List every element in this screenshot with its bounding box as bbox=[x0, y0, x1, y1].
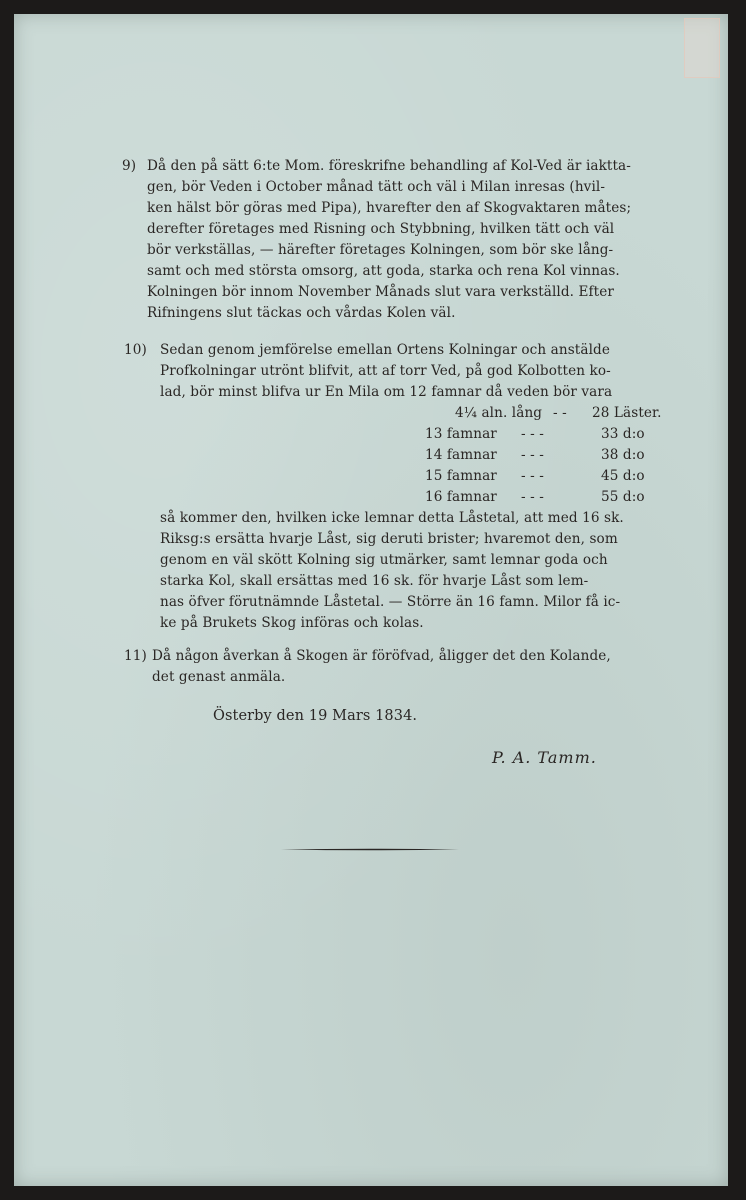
text-line: nas öfver förutnämnde Låstetal. — Större än 16 famn. Milor få ic- bbox=[160, 594, 621, 610]
text-line: Riksg:s ersätta hvarje Låst, sig deruti brister; hvaremot den, som bbox=[160, 531, 618, 547]
text-line: Då någon åverkan å Skogen är föröfvad, åligger det den Kolande, bbox=[152, 648, 611, 664]
table-cell-dash: - - bbox=[553, 405, 567, 421]
table-cell-dash: - - - bbox=[521, 468, 544, 484]
archive-corner-mark bbox=[684, 18, 720, 78]
table-cell-measure: 15 famnar bbox=[425, 468, 497, 484]
table-cell-measure: 16 famnar bbox=[425, 489, 497, 505]
section-number: 9) bbox=[122, 158, 137, 174]
text-line: starka Kol, skall ersättas med 16 sk. för hvarje Låst som lem- bbox=[160, 573, 589, 589]
text-line: samt och med största omsorg, att goda, starka och rena Kol vinnas. bbox=[147, 263, 620, 279]
text-line: Rifningens slut täckas och vårdas Kolen väl. bbox=[147, 305, 456, 321]
text-line: bör verkställas, — härefter företages Kolningen, som bör ske lång- bbox=[147, 242, 614, 258]
text-line: Profkolningar utrönt blifvit, att af torr Ved, på god Kolbotten ko- bbox=[160, 363, 611, 379]
text-line: derefter företages med Risning och Stybbning, hvilken tätt och väl bbox=[147, 221, 615, 237]
text-line: genom en väl skött Kolning sig utmärker, samt lemnar goda och bbox=[160, 552, 608, 568]
table-cell-measure: 14 famnar bbox=[425, 447, 497, 463]
text-line: ken hälst bör göras med Pipa), hvarefter den af Skogvaktaren måtes; bbox=[147, 200, 632, 216]
section-number: 10) bbox=[124, 342, 147, 358]
table-cell-dash: - - - bbox=[521, 426, 544, 442]
table-cell-amount: 55 d:o bbox=[601, 489, 645, 505]
table-cell-measure: 13 famnar bbox=[425, 426, 497, 442]
text-line: Kolningen bör innom November Månads slut vara verkställd. Efter bbox=[147, 284, 614, 300]
table-cell-measure: 4¼ aln. lång bbox=[455, 405, 543, 421]
table-cell-dash: - - - bbox=[521, 447, 544, 463]
closing-rule bbox=[281, 848, 459, 851]
text-line: Då den på sätt 6:te Mom. föreskrifne behandling af Kol-Ved är iaktta- bbox=[147, 158, 631, 174]
text-line: ke på Brukets Skog införas och kolas. bbox=[160, 615, 424, 631]
text-line: Sedan genom jemförelse emellan Ortens Kolningar och anstälde bbox=[160, 342, 610, 358]
table-cell-dash: - - - bbox=[521, 489, 544, 505]
text-line: det genast anmäla. bbox=[152, 669, 286, 685]
table-cell-amount: 38 d:o bbox=[601, 447, 645, 463]
table-cell-amount: 28 Läster. bbox=[592, 405, 662, 421]
text-line: lad, bör minst blifva ur En Mila om 12 famnar då veden bör vara bbox=[160, 384, 613, 400]
signature: P. A. Tamm. bbox=[492, 748, 597, 767]
table-cell-amount: 33 d:o bbox=[601, 426, 645, 442]
text-line: så kommer den, hvilken icke lemnar detta Låstetal, att med 16 sk. bbox=[160, 510, 624, 526]
date-line: Österby den 19 Mars 1834. bbox=[213, 708, 418, 724]
text-line: gen, bör Veden i October månad tätt och väl i Milan inresas (hvil- bbox=[147, 179, 606, 195]
table-cell-amount: 45 d:o bbox=[601, 468, 645, 484]
section-number: 11) bbox=[124, 648, 147, 664]
